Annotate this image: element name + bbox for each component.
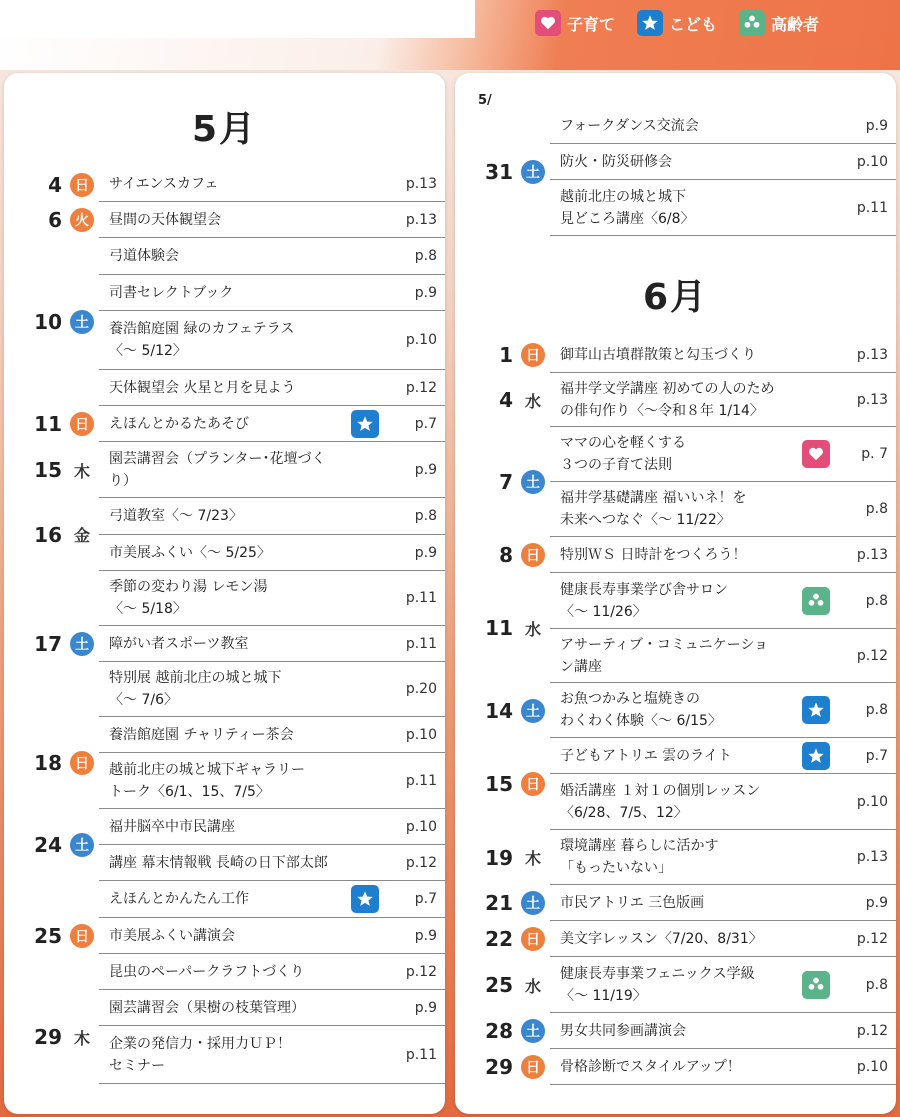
event-title: 天体観望会 火星と月を見よう bbox=[109, 379, 296, 396]
event-item bbox=[99, 275, 445, 311]
page-reference: p.9 bbox=[414, 544, 437, 561]
page-reference: p.13 bbox=[405, 176, 437, 192]
event-item bbox=[99, 406, 445, 442]
date-group bbox=[4, 498, 445, 571]
event-item bbox=[550, 144, 896, 180]
date-number: 15 bbox=[34, 458, 62, 482]
month-prefix: 5/ bbox=[478, 93, 492, 108]
june-schedule-panel bbox=[455, 73, 896, 1114]
page-reference: p.9 bbox=[414, 284, 437, 301]
star-icon bbox=[802, 696, 830, 724]
event-item bbox=[99, 626, 445, 662]
event-item bbox=[550, 373, 896, 427]
date-number: 10 bbox=[34, 310, 62, 334]
event-title: 市美展ふくい〈～ 5/25〉 bbox=[109, 544, 271, 561]
category-legend bbox=[535, 10, 819, 36]
page-reference: p.10 bbox=[405, 726, 437, 743]
weekday-badge: 金 bbox=[73, 526, 90, 545]
weekday-badge: 火 bbox=[70, 208, 94, 232]
page-reference: p.7 bbox=[414, 415, 437, 432]
date-cell bbox=[4, 717, 99, 809]
date-number: 28 bbox=[485, 1019, 513, 1043]
date-number: 8 bbox=[499, 543, 513, 567]
event-title: 司書セレクトブック bbox=[109, 284, 234, 301]
date-group bbox=[455, 830, 896, 885]
date-cell bbox=[4, 238, 99, 406]
event-item bbox=[550, 738, 896, 774]
page-reference: p.7 bbox=[414, 891, 437, 907]
date-cell bbox=[455, 885, 550, 921]
page-reference: p.8 bbox=[865, 702, 888, 718]
star-icon bbox=[637, 10, 663, 36]
weekday-badge: 木 bbox=[524, 849, 541, 868]
date-cell bbox=[455, 337, 550, 373]
date-cell bbox=[455, 830, 550, 885]
weekday-badge: 日 bbox=[521, 343, 545, 367]
date-cell bbox=[455, 108, 550, 236]
date-number: 18 bbox=[34, 751, 62, 775]
event-title: 企業の発信力・採用力ＵＰ！ セミナー bbox=[109, 1035, 291, 1074]
page-reference: p.13 bbox=[856, 849, 888, 865]
event-title: えほんとかるたあそび bbox=[109, 415, 249, 432]
event-title: 防火・防災研修会 bbox=[560, 153, 672, 170]
date-number: 31 bbox=[485, 160, 513, 184]
leaf-icon bbox=[739, 10, 765, 36]
event-item bbox=[550, 180, 896, 236]
date-number: 11 bbox=[485, 616, 513, 640]
event-item bbox=[99, 238, 445, 275]
page-reference: p.9 bbox=[865, 894, 888, 911]
event-item bbox=[550, 774, 896, 830]
weekday-badge: 土 bbox=[521, 1019, 545, 1043]
date-group bbox=[455, 921, 896, 957]
date-number: 11 bbox=[34, 412, 62, 436]
date-number: 15 bbox=[485, 772, 513, 796]
page-reference: p.10 bbox=[405, 818, 437, 835]
date-group bbox=[4, 809, 445, 881]
date-cell bbox=[455, 1013, 550, 1049]
weekday-badge: 日 bbox=[70, 751, 94, 775]
page-reference: p.12 bbox=[856, 647, 888, 664]
event-item bbox=[99, 845, 445, 881]
may-event-list bbox=[4, 167, 445, 1084]
event-title: ママの心を軽くする ３つの子育て法則 bbox=[560, 435, 686, 473]
may-schedule-panel bbox=[4, 73, 445, 1114]
event-item bbox=[99, 370, 445, 406]
event-item bbox=[99, 954, 445, 990]
date-cell bbox=[4, 809, 99, 881]
page-reference: p.10 bbox=[405, 332, 437, 348]
date-number: 14 bbox=[485, 698, 513, 723]
weekday-badge: 土 bbox=[521, 470, 545, 494]
weekday-badge: 日 bbox=[70, 173, 94, 197]
page-reference: p.13 bbox=[856, 391, 888, 408]
event-title: 越前北庄の城と城下 見どころ講座〈6/8〉 bbox=[560, 188, 695, 227]
event-item bbox=[99, 1026, 445, 1084]
event-title: 特別展 越前北庄の城と城下 〈～ 7/6〉 bbox=[109, 670, 282, 708]
event-item bbox=[550, 573, 896, 629]
star-icon bbox=[351, 885, 379, 913]
date-group bbox=[455, 337, 896, 373]
event-title: アサーティブ・コミュニケーショ ン講座 bbox=[560, 636, 769, 675]
date-number: 4 bbox=[48, 172, 62, 197]
event-title: 昆虫のペーパークラフトづくり bbox=[109, 963, 305, 980]
date-group bbox=[4, 202, 445, 238]
date-group bbox=[4, 881, 445, 990]
legend-item-childcare bbox=[535, 10, 615, 36]
event-title: 男女共同参画講演会 bbox=[560, 1022, 686, 1039]
event-item bbox=[550, 108, 896, 144]
event-title: フォークダンス交流会 bbox=[560, 117, 699, 134]
date-group bbox=[455, 957, 896, 1013]
page-reference: p.11 bbox=[405, 772, 437, 789]
legend-label-seniors: 高齢者 bbox=[771, 14, 820, 34]
event-title: 園芸講習会（プランター･花壇づく り） bbox=[109, 450, 326, 489]
date-cell bbox=[455, 683, 550, 738]
weekday-badge: 木 bbox=[73, 461, 90, 481]
event-item bbox=[99, 809, 445, 845]
event-title: 養浩館庭園 緑のカフェテラス 〈～ 5/12〉 bbox=[109, 321, 295, 359]
page-reference: p.8 bbox=[865, 592, 888, 609]
weekday-badge: 水 bbox=[524, 619, 541, 639]
page-reference: p.12 bbox=[405, 379, 437, 396]
date-number: 25 bbox=[485, 973, 513, 997]
event-title: 弓道体験会 bbox=[109, 248, 179, 264]
event-title: 骨格診断でスタイルアップ！ bbox=[560, 1058, 741, 1075]
date-group bbox=[4, 167, 445, 202]
page-reference: p. 7 bbox=[861, 446, 888, 462]
event-item bbox=[550, 1013, 896, 1049]
event-item bbox=[99, 717, 445, 753]
event-item bbox=[550, 482, 896, 537]
page-reference: p.12 bbox=[405, 963, 437, 980]
page-reference: p.11 bbox=[405, 1046, 437, 1063]
event-title: 美文字レッスン〈7/20、8/31〉 bbox=[560, 930, 763, 947]
event-item bbox=[550, 921, 896, 957]
event-item bbox=[99, 311, 445, 370]
date-cell bbox=[455, 373, 550, 427]
event-title: お魚つかみと塩焼きの わくわく体験〈～ 6/15〉 bbox=[560, 691, 722, 729]
page-reference: p.12 bbox=[405, 854, 437, 871]
date-cell bbox=[455, 957, 550, 1013]
date-cell bbox=[4, 881, 99, 990]
weekday-badge: 木 bbox=[73, 1028, 90, 1048]
date-group bbox=[4, 717, 445, 809]
legend-item-kids bbox=[637, 10, 717, 36]
date-cell bbox=[4, 498, 99, 571]
event-title: 季節の変わり湯 レモン湯 〈～ 5/18〉 bbox=[109, 579, 268, 617]
weekday-badge: 日 bbox=[521, 1055, 545, 1079]
event-title: 弓道教室〈～ 7/23〉 bbox=[109, 508, 243, 524]
event-item bbox=[99, 167, 445, 202]
event-item bbox=[550, 830, 896, 885]
event-title: 越前北庄の城と城下ギャラリー トーク〈6/1、15、7/5〉 bbox=[109, 761, 305, 800]
date-cell bbox=[455, 573, 550, 683]
event-item bbox=[99, 753, 445, 809]
date-group bbox=[455, 738, 896, 830]
event-title: 昼間の天体観望会 bbox=[109, 211, 221, 228]
date-cell bbox=[455, 738, 550, 830]
event-item bbox=[550, 683, 896, 738]
page-reference: p.9 bbox=[865, 117, 888, 134]
event-item bbox=[550, 337, 896, 373]
date-cell bbox=[455, 921, 550, 957]
weekday-badge: 土 bbox=[521, 699, 545, 723]
weekday-badge: 土 bbox=[70, 310, 94, 334]
weekday-badge: 日 bbox=[70, 924, 94, 948]
may-continued-event-list bbox=[455, 108, 896, 236]
page-reference: p.8 bbox=[865, 976, 888, 993]
date-cell bbox=[4, 202, 99, 238]
event-title: 市美展ふくい講演会 bbox=[109, 927, 235, 944]
event-title: 市民アトリエ 三色版画 bbox=[560, 894, 705, 911]
event-title: 福井脳卒中市民講座 bbox=[109, 818, 235, 835]
date-cell bbox=[455, 537, 550, 573]
header-white-area bbox=[0, 0, 475, 38]
weekday-badge: 水 bbox=[524, 391, 541, 411]
date-group bbox=[455, 1013, 896, 1049]
date-cell bbox=[4, 167, 99, 202]
event-item bbox=[99, 202, 445, 238]
event-title: 健康長寿事業フェニックス学級 〈～ 11/19〉 bbox=[560, 965, 755, 1004]
date-cell bbox=[4, 442, 99, 498]
date-number: 7 bbox=[499, 470, 513, 494]
page-reference: p.8 bbox=[414, 248, 437, 264]
date-number: 29 bbox=[485, 1055, 513, 1079]
page-reference: p.13 bbox=[856, 546, 888, 563]
date-group bbox=[455, 1049, 896, 1085]
page-reference: p.10 bbox=[856, 793, 888, 810]
event-item bbox=[550, 885, 896, 921]
event-title: 子どもアトリエ 雲のライト bbox=[560, 747, 732, 764]
date-cell bbox=[455, 427, 550, 537]
star-icon bbox=[802, 742, 830, 770]
weekday-badge: 日 bbox=[521, 772, 545, 796]
page-reference: p.7 bbox=[865, 747, 888, 764]
page-reference: p.10 bbox=[856, 1058, 888, 1075]
june-event-list bbox=[455, 337, 896, 1085]
page-reference: p.8 bbox=[865, 501, 888, 517]
event-item bbox=[550, 537, 896, 573]
date-group bbox=[455, 108, 896, 236]
event-item bbox=[99, 918, 445, 954]
month-title-may: 5月 bbox=[191, 109, 258, 150]
date-number: 19 bbox=[485, 845, 513, 870]
weekday-badge: 日 bbox=[70, 412, 94, 436]
weekday-badge: 土 bbox=[70, 632, 94, 656]
event-item bbox=[550, 1049, 896, 1085]
heart-icon bbox=[802, 440, 830, 468]
date-number: 16 bbox=[34, 522, 62, 547]
page-reference: p.9 bbox=[414, 999, 437, 1016]
date-cell bbox=[455, 1049, 550, 1085]
date-group bbox=[4, 990, 445, 1084]
event-item bbox=[99, 498, 445, 535]
page-reference: p.10 bbox=[856, 153, 888, 170]
event-item bbox=[550, 957, 896, 1013]
date-group bbox=[455, 885, 896, 921]
date-number: 21 bbox=[485, 891, 513, 915]
leaf-icon bbox=[802, 587, 830, 615]
event-title: 御茸山古墳群散策と勾玉づくり bbox=[560, 346, 756, 363]
legend-label-childcare: 子育て bbox=[567, 14, 616, 34]
date-group bbox=[455, 683, 896, 738]
event-item bbox=[550, 427, 896, 482]
star-icon bbox=[351, 410, 379, 438]
event-title: 健康長寿事業学び舎サロン 〈～ 11/26〉 bbox=[560, 581, 728, 620]
date-group bbox=[4, 571, 445, 717]
event-title: 福井学基礎講座 福いいネ！を 未来へつなぐ〈～ 11/22〉 bbox=[560, 490, 747, 528]
event-item bbox=[99, 662, 445, 717]
date-group bbox=[455, 537, 896, 573]
page-reference: p.11 bbox=[405, 590, 437, 606]
page-reference: p.8 bbox=[414, 508, 437, 524]
heart-icon bbox=[535, 10, 561, 36]
page-reference: p.20 bbox=[405, 681, 437, 697]
event-item bbox=[99, 571, 445, 626]
date-number: 25 bbox=[34, 923, 62, 948]
legend-label-kids: こども bbox=[669, 14, 718, 34]
event-title: 養浩館庭園 チャリティー茶会 bbox=[109, 726, 294, 743]
date-number: 6 bbox=[48, 208, 62, 232]
date-cell bbox=[4, 571, 99, 717]
weekday-badge: 日 bbox=[521, 543, 545, 567]
weekday-badge: 日 bbox=[521, 927, 545, 951]
date-number: 22 bbox=[485, 927, 513, 951]
month-title-june: 6月 bbox=[642, 277, 709, 318]
weekday-badge: 土 bbox=[521, 891, 545, 915]
page-reference: p.9 bbox=[414, 461, 437, 478]
legend-item-seniors bbox=[739, 10, 819, 36]
event-item bbox=[550, 629, 896, 683]
page-reference: p.12 bbox=[856, 930, 888, 947]
page-reference: p.11 bbox=[856, 199, 888, 216]
event-item bbox=[99, 990, 445, 1026]
date-group bbox=[4, 406, 445, 442]
page-reference: p.13 bbox=[405, 211, 437, 228]
page-reference: p.13 bbox=[856, 346, 888, 363]
date-number: 17 bbox=[34, 632, 62, 656]
date-cell bbox=[4, 406, 99, 442]
date-group bbox=[4, 238, 445, 406]
weekday-badge: 土 bbox=[70, 833, 94, 857]
event-title: 婚活講座 １対１の個別レッスン 〈6/28、7/5、12〉 bbox=[560, 782, 761, 821]
event-title: 特別ＷＳ 日時計をつくろう！ bbox=[560, 546, 747, 563]
event-title: 園芸講習会（果樹の枝葉管理） bbox=[109, 999, 305, 1016]
date-number: 29 bbox=[34, 1025, 62, 1049]
page-reference: p.12 bbox=[856, 1022, 888, 1039]
event-title: 福井学文学講座 初めての人のため の俳句作り〈～令和８年 1/14〉 bbox=[560, 380, 775, 419]
event-title: 講座 幕末情報戦 長崎の日下部太郎 bbox=[109, 854, 328, 871]
event-title: えほんとかんたん工作 bbox=[109, 891, 249, 907]
event-title: サイエンスカフェ bbox=[109, 176, 219, 192]
page-reference: p.9 bbox=[414, 927, 437, 944]
date-group bbox=[455, 573, 896, 683]
weekday-badge: 水 bbox=[524, 976, 541, 996]
event-title: 環境講座 暮らしに活かす 「もったいない」 bbox=[560, 838, 719, 876]
date-group bbox=[4, 442, 445, 498]
page-reference: p.11 bbox=[405, 635, 437, 652]
event-item bbox=[99, 881, 445, 918]
event-title: 障がい者スポーツ教室 bbox=[109, 635, 249, 652]
date-number: 24 bbox=[34, 833, 62, 857]
event-item bbox=[99, 442, 445, 498]
date-number: 4 bbox=[499, 388, 513, 412]
date-cell bbox=[4, 990, 99, 1084]
leaf-icon bbox=[802, 971, 830, 999]
date-number: 1 bbox=[499, 343, 513, 367]
date-group bbox=[455, 427, 896, 537]
event-item bbox=[99, 535, 445, 571]
date-group bbox=[455, 373, 896, 427]
weekday-badge: 土 bbox=[521, 160, 545, 184]
